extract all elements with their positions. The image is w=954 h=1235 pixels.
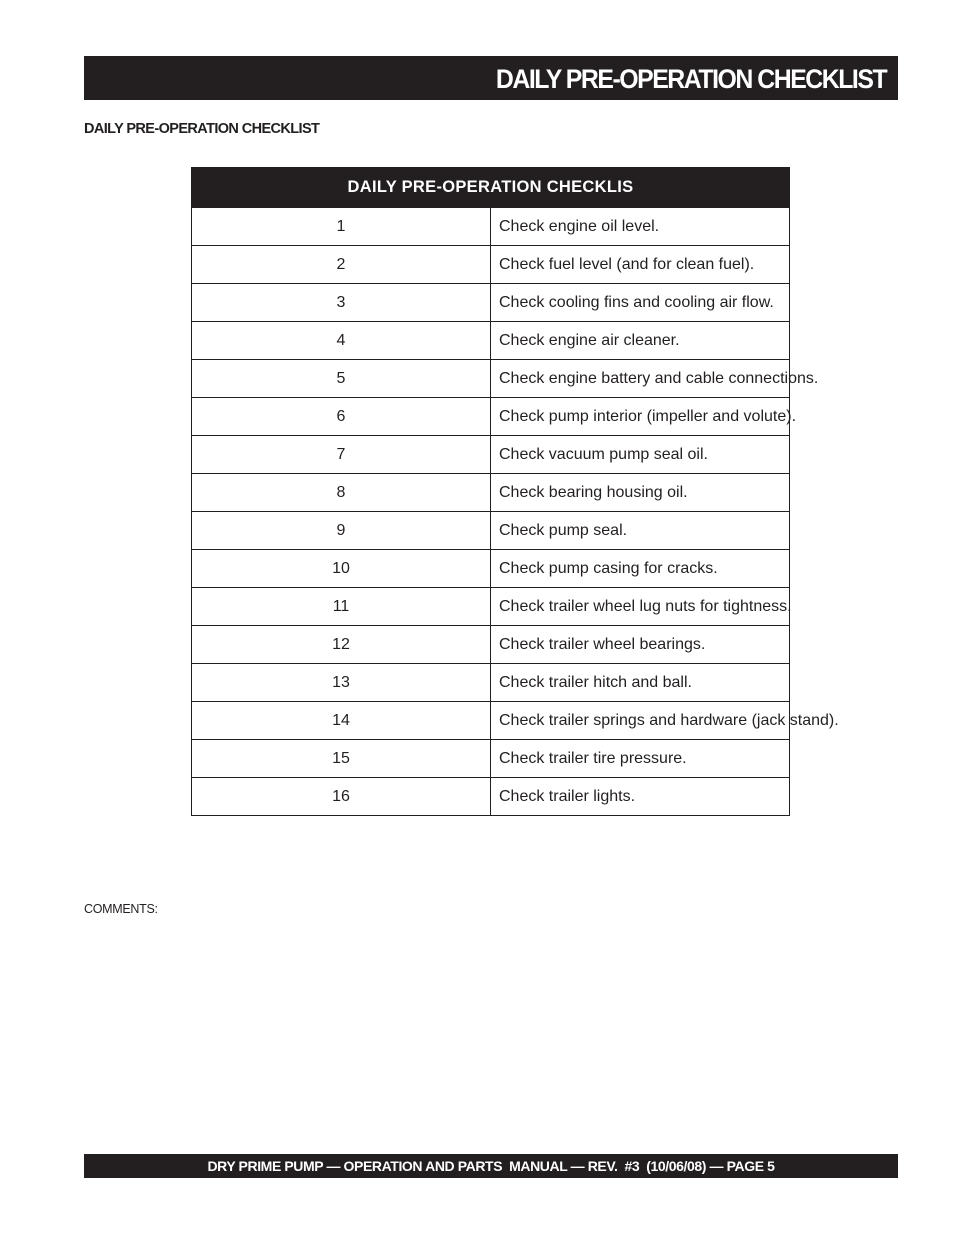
item-text: Check bearing housing oil. (491, 474, 790, 512)
page-footer-bar (84, 1154, 898, 1178)
item-number: 5 (192, 360, 491, 398)
checklist-heading: DAILY PRE-OPERATION CHECKLIS (192, 168, 790, 208)
table-row (192, 512, 790, 550)
item-text: Check vacuum pump seal oil. (491, 436, 790, 474)
table-row (192, 588, 790, 626)
item-number: 2 (192, 246, 491, 284)
item-number: 14 (192, 702, 491, 740)
page-header-bar (84, 56, 898, 100)
item-number: 16 (192, 778, 491, 816)
checklist-body (192, 208, 839, 816)
item-number: 6 (192, 398, 491, 436)
item-text: Check trailer springs and hardware (jack stand). (491, 702, 790, 740)
item-number: 12 (192, 626, 491, 664)
table-row (192, 474, 790, 512)
table-row (192, 550, 790, 588)
item-text: Check trailer lights. (491, 778, 790, 816)
item-number: 7 (192, 436, 491, 474)
checklist-header-row (192, 168, 790, 208)
item-text: Check engine air cleaner. (491, 322, 790, 360)
comments-label: COMMENTS: (84, 902, 158, 916)
table-row (192, 322, 790, 360)
item-number: 3 (192, 284, 491, 322)
item-text: Check fuel level (and for clean fuel). (491, 246, 790, 284)
table-row (192, 398, 790, 436)
item-number: 10 (192, 550, 491, 588)
item-text: Check cooling fins and cooling air flow. (491, 284, 790, 322)
page-title: DAILY PRE-OPERATION CHECKLIST (495, 64, 886, 94)
item-text: Check pump seal. (491, 512, 790, 550)
table-row (192, 778, 790, 816)
section-heading: DAILY PRE-OPERATION CHECKLIST (84, 121, 320, 137)
table-row (192, 284, 790, 322)
item-text: Check trailer wheel bearings. (491, 626, 790, 664)
item-text: Check engine battery and cable connections. (491, 360, 790, 398)
item-number: 9 (192, 512, 491, 550)
item-text: Check pump interior (impeller and volute). (491, 398, 790, 436)
item-number: 15 (192, 740, 491, 778)
table-row (192, 664, 790, 702)
item-text: Check trailer wheel lug nuts for tightness. (491, 588, 790, 626)
item-text: Check trailer tire pressure. (491, 740, 790, 778)
item-text: Check trailer hitch and ball. (491, 664, 790, 702)
item-number: 13 (192, 664, 491, 702)
checklist-table (191, 167, 839, 816)
footer-text: DRY PRIME PUMP — OPERATION AND PARTS MANUAL — REV. #3 (10/06/08) — PAGE 5 (207, 1158, 775, 1174)
table-row (192, 740, 790, 778)
table-row (192, 360, 790, 398)
item-number: 4 (192, 322, 491, 360)
item-text: Check pump casing for cracks. (491, 550, 790, 588)
item-number: 8 (192, 474, 491, 512)
table-row (192, 436, 790, 474)
item-number: 1 (192, 208, 491, 246)
table-row (192, 702, 790, 740)
table-row (192, 626, 790, 664)
item-text: Check engine oil level. (491, 208, 790, 246)
table-row (192, 208, 790, 246)
item-number: 11 (192, 588, 491, 626)
table-row (192, 246, 790, 284)
